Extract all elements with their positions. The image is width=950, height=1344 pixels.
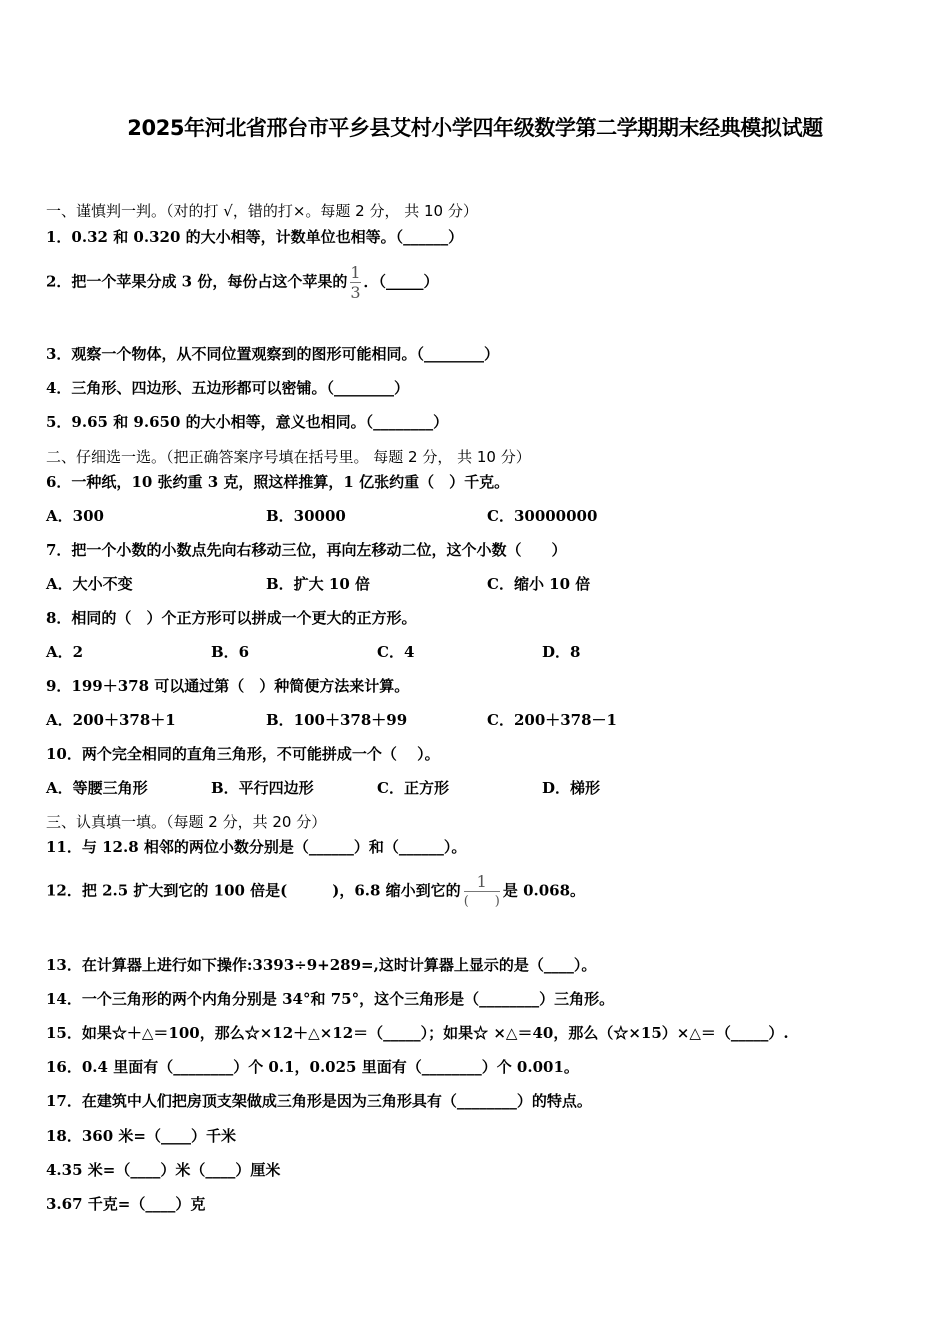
- q7-option-b: B．扩大 10 倍: [266, 575, 370, 593]
- question-7: 7．把一个小数的小数点先向右移动三位，再向左移动二位，这个小数（ ）: [46, 541, 567, 559]
- section-2-heading: 二、仔细选一选。（把正确答案序号填在括号里。 每题 2 分， 共 10 分）: [46, 448, 531, 466]
- question-16: 16．0.4 里面有（________）个 0.1，0.025 里面有（________）个 0.001。: [46, 1058, 579, 1076]
- question-2: [46, 263, 439, 302]
- question-8: 8．相同的（ ）个正方形可以拼成一个更大的正方形。: [46, 609, 417, 627]
- question-2-text: 2．把一个苹果分成 3 份，每份占这个苹果的: [46, 272, 348, 291]
- q10-option-a: A．等腰三角形: [46, 779, 148, 797]
- question-5: 5．9.65 和 9.650 的大小相等，意义也相同。（________）: [46, 413, 449, 431]
- q9-option-a: A．200＋378＋1: [46, 711, 176, 729]
- question-2-blank: ．（_____）: [363, 272, 439, 291]
- question-4: 4．三角形、四边形、五边形都可以密铺。（________）: [46, 379, 409, 397]
- question-6: 6．一种纸，10 张约重 3 克，照这样推算，1 亿张约重（ ）千克。: [46, 473, 510, 491]
- question-10: 10．两个完全相同的直角三角形，不可能拼成一个（ ）。: [46, 745, 440, 763]
- question-13: 13．在计算器上进行如下操作:3393÷9+289=,这时计算器上显示的是（____）。: [46, 956, 597, 974]
- q8-option-a: A．2: [46, 643, 84, 661]
- question-18-part-2: 4.35 米=（____）米（____）厘米: [46, 1161, 281, 1179]
- question-12-end: 是 0.068。: [502, 881, 586, 900]
- q7-option-a: A．大小不变: [46, 575, 133, 593]
- q8-option-b: B．6: [211, 643, 250, 661]
- fraction-numerator: 1: [350, 263, 361, 282]
- question-14: 14．一个三角形的两个内角分别是 34°和 75°，这个三角形是（________）三角形。: [46, 990, 615, 1008]
- q9-option-c: C．200＋378－1: [487, 711, 617, 729]
- fraction-numerator: 1: [476, 872, 487, 891]
- q6-option-c: C．30000000: [487, 507, 598, 525]
- q8-option-d: D．8: [542, 643, 581, 661]
- question-3: 3．观察一个物体，从不同位置观察到的图形可能相同。（________）: [46, 345, 499, 363]
- question-15: 15．如果☆＋△＝100，那么☆×12＋△×12＝（_____）；如果☆ ×△＝40，那么（☆×15）×△＝（_____）.: [46, 1024, 789, 1042]
- question-12-text: 12．把 2.5 扩大到它的 100 倍是( )，6.8 缩小到它的: [46, 881, 461, 900]
- q8-option-c: C．4: [377, 643, 415, 661]
- q6-option-a: A．300: [46, 507, 104, 525]
- section-1-heading: 一、谨慎判一判。（对的打 √，错的打×。每题 2 分， 共 10 分）: [46, 202, 478, 220]
- q10-option-c: C．正方形: [377, 779, 449, 797]
- q7-option-c: C．缩小 10 倍: [487, 575, 591, 593]
- question-9: 9．199＋378 可以通过第（ ）种简便方法来计算。: [46, 677, 410, 695]
- question-17: 17．在建筑中人们把房顶支架做成三角形是因为三角形具有（________）的特点。: [46, 1092, 592, 1110]
- question-1: 1．0.32 和 0.320 的大小相等，计数单位也相等。（______）: [46, 228, 464, 246]
- question-11: 11．与 12.8 相邻的两位小数分别是（______）和（______）。: [46, 838, 467, 856]
- question-18-part-1: 18．360 米=（____）千米: [46, 1127, 236, 1145]
- fraction-denominator: ( ): [464, 891, 500, 911]
- question-12: [46, 872, 585, 911]
- q9-option-b: B．100＋378＋99: [266, 711, 408, 729]
- q6-option-b: B．30000: [266, 507, 346, 525]
- q10-option-b: B．平行四边形: [211, 779, 314, 797]
- page-title: 2025年河北省邢台市平乡县艾村小学四年级数学第二学期期末经典模拟试题: [127, 116, 823, 140]
- section-3-heading: 三、认真填一填。（每题 2 分，共 20 分）: [46, 813, 327, 831]
- fraction-one-third: [350, 263, 360, 302]
- question-18-part-3: 3.67 千克=（____）克: [46, 1195, 206, 1213]
- q10-option-d: D．梯形: [542, 779, 601, 797]
- fraction-denominator: 3: [350, 283, 361, 302]
- fraction-one-over-blank: [464, 872, 500, 911]
